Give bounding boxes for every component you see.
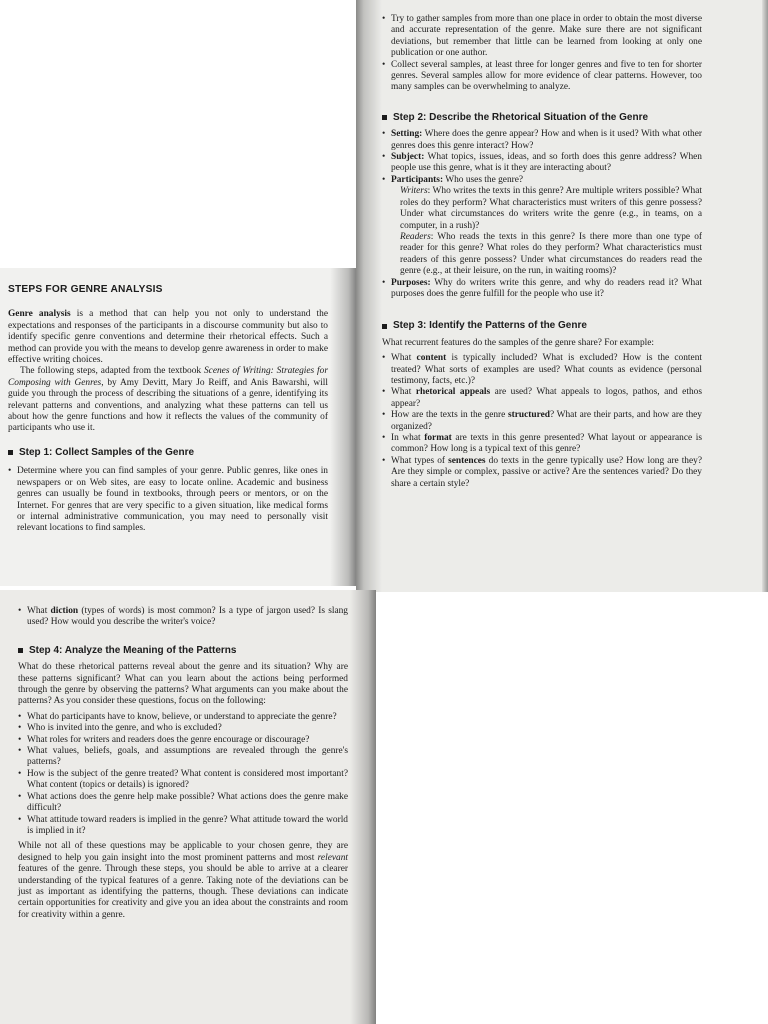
- list-item: • What do participants have to know, believe, or understand to appreciate the genre?: [18, 711, 337, 722]
- writers-paragraph: Writers: Who writes the texts in this genre? Are multiple writers possible? What roles do they perform? What characteristics must writers of this genre possess? Under what circumstances do writers write the genre (e.g., in teams, on a computer, in a rush)?: [400, 186, 702, 231]
- running-head: [356, 0, 768, 6]
- list-item: • Collect several samples, at least three for longer genres and five to ten for shorter genres. Several samples allow for more evidence of clear patterns. However, too many samples can be overwhelming to analyze.: [382, 59, 702, 93]
- bullet-icon: •: [382, 59, 386, 70]
- list-item: • What diction (types of words) is most common? Is a type of jargon used? Is slang used? How would you describe the writer's voice?: [18, 606, 348, 628]
- bullet-icon: •: [382, 277, 386, 288]
- step1-list: [8, 466, 328, 534]
- step1-title: Step 1: Collect Samples of the Genre: [19, 446, 195, 458]
- step-square-icon: [382, 324, 387, 329]
- right-page: [356, 0, 768, 592]
- step2-heading: [382, 112, 702, 123]
- bullet-icon: •: [18, 606, 22, 616]
- list-item: • What values, beliefs, goals, and assumptions are revealed through the genre's patterns?: [18, 746, 348, 768]
- list-item: • What actions does the genre help make possible? What actions does the genre make difficult?: [18, 791, 348, 814]
- list-item: • In what format are texts in this genre presented? What layout or appearance is common? How long is a typical text of this genre?: [382, 433, 702, 455]
- bullet-icon: •: [18, 746, 22, 757]
- step4-title: Step 4: Analyze the Meaning of the Patterns: [29, 644, 237, 656]
- step1-heading: [8, 447, 328, 458]
- list-item: • Participants: Who uses the genre?: [382, 174, 524, 185]
- intro-text: is a method that can help you not only to understand the expectations and responses of the participants in a discourse community but also to identify specific genre conventions and determine their rhetorical effects. Such a method can provide you with the means to develop genre awareness in order to make effective writing choices.: [8, 309, 328, 366]
- step-square-icon: [8, 450, 13, 455]
- bullet-icon: •: [382, 455, 386, 466]
- list-item: • What roles for writers and readers does the genre encourage or discourage?: [18, 734, 310, 745]
- bottom-page: [0, 590, 376, 1024]
- adaptation-paragraph: [8, 366, 328, 434]
- list-item: • What attitude toward readers is implied in the genre? What attitude toward the world is implied in it?: [18, 814, 348, 836]
- step3-heading: [382, 320, 702, 331]
- list-item: • How are the texts in the genre structured? What are their parts, and how are they organized?: [382, 410, 702, 432]
- bullet-icon: •: [382, 410, 386, 421]
- left-page: [0, 268, 356, 586]
- step3-intro: What recurrent features do the samples of the genre share? For example:: [382, 337, 655, 348]
- step3-list: [382, 353, 702, 490]
- list-item: • Purposes: Why do writers write this genre, and why do readers read it? What purposes does the genre fulfill for the people who use it?: [382, 277, 702, 299]
- closing-paragraph: While not all of these questions may be applicable to your chosen genre, they are designed to help you gain insight into the most prominent patterns and most relevant features of the genre. Through these steps, you should be able to arrive at a clearer understanding of the typical features of a genre. Taking note of the deviations can be just as important as identifying the patterns, though. These deviations can indicate certain opportunities for creativity and give you an idea about the constraints and room for creativity within a genre.: [18, 841, 348, 920]
- gutter-shadow: [350, 590, 376, 1024]
- purposes-list: [382, 278, 702, 301]
- bullet-icon: •: [382, 353, 386, 364]
- list-item: • Setting: Where does the genre appear? How and when is it used? With what other genres does this genre interact? How?: [382, 129, 702, 151]
- gutter-shadow: [330, 268, 356, 586]
- step-square-icon: [382, 115, 387, 120]
- step4-list: [18, 712, 348, 837]
- bullet-icon: •: [382, 433, 386, 443]
- step3-continued-list: [18, 606, 348, 629]
- step-square-icon: [18, 648, 23, 653]
- list-item: • Subject: What topics, issues, ideas, and so forth does this genre address? When people use this genre, what is it they are interacting about?: [382, 152, 702, 174]
- list-item: • How is the subject of the genre treated? What content is considered most important? What content (topics or details) is ignored?: [18, 768, 348, 791]
- list-item: • Who is invited into the genre, and who is excluded?: [18, 723, 222, 734]
- bullet-icon: •: [18, 814, 22, 825]
- running-head: [0, 590, 376, 596]
- bullet-icon: •: [382, 174, 386, 185]
- list-item: • What types of sentences do texts in the genre typically use? How long are they? Are they simple or complex, passive or active? Are the sentences varied? Do they share a certain style?: [382, 455, 703, 489]
- page-edge-shadow: [762, 0, 768, 592]
- list-item: • What content is typically included? What is excluded? How is the content treated? What sorts of examples are used? What counts as evidence (personal testimony, facts, etc.)?: [382, 353, 702, 386]
- bullet-icon: •: [382, 152, 386, 163]
- step1-continued-list: [382, 14, 702, 94]
- bullet-icon: •: [18, 711, 22, 722]
- list-item: • Try to gather samples from more than one place in order to obtain the most diverse and accurate representation of the genre. Make sure there are not significant deviations, but remember that little can be learned from looking at only one publication or one author.: [382, 14, 702, 59]
- intro-term: Genre analysis: [8, 309, 71, 320]
- bullet-icon: •: [18, 734, 22, 745]
- step2-list: [382, 129, 702, 186]
- bullet-icon: •: [8, 466, 12, 477]
- bullet-icon: •: [18, 791, 22, 802]
- textbook-title: Scenes of Writing: Strategies for Composing with Genres: [8, 366, 328, 388]
- adaptation-text-a: The following steps, adapted from the textbook: [20, 366, 204, 377]
- bullet-icon: •: [382, 387, 386, 398]
- gutter-shadow: [356, 0, 382, 592]
- adaptation-text-b: , by Amy Devitt, Mary Jo Reiff, and Anis Bawarshi, will guide you through the process of describing the situations of a genre, identifying its relevant patterns and conventions, and analyzing what these patterns can tell us about how the genre functions and how it reflects the values of the community of participants who use it.: [8, 377, 329, 434]
- intro-paragraph: [8, 309, 328, 366]
- bullet-icon: •: [18, 723, 22, 734]
- bullet-icon: •: [382, 129, 386, 140]
- step4-heading: [18, 645, 348, 656]
- bullet-icon: •: [18, 768, 22, 779]
- list-item: • What rhetorical appeals are used? What appeals to logos, pathos, and ethos appear?: [382, 387, 702, 409]
- step2-title: Step 2: Describe the Rhetorical Situation of the Genre: [393, 111, 649, 123]
- step4-intro: What do these rhetorical patterns reveal about the genre and its situation? Why are these patterns significant? What can you learn about the actions being performed through the genre by observing the patterns? What arguments can you make about the patterns? As you consider these questions, focus on the following:: [18, 662, 348, 707]
- list-item: • Determine where you can find samples of your genre. Public genres, like ones in newspapers or on Web sites, are easy to locate online. Academic and business genres can usually be found in textbooks, through peers or mentors, or on the Internet. For genres that are very specific to a given situation, like medical forms or internal administrative communication, you may need to personally visit relevant locations to find samples.: [8, 466, 328, 534]
- readers-paragraph: Readers: Who reads the texts in this genre? Is there more than one type of reader for this genre? What roles do they perform? What characteristics must readers of this genre possess? Under what circumstances do readers read the genre (e.g., at their leisure, on the run, in waiting rooms)?: [400, 231, 702, 277]
- section-title: STEPS FOR GENRE ANALYSIS: [8, 284, 163, 295]
- bullet-icon: •: [382, 14, 386, 24]
- step3-title: Step 3: Identify the Patterns of the Genre: [393, 320, 587, 332]
